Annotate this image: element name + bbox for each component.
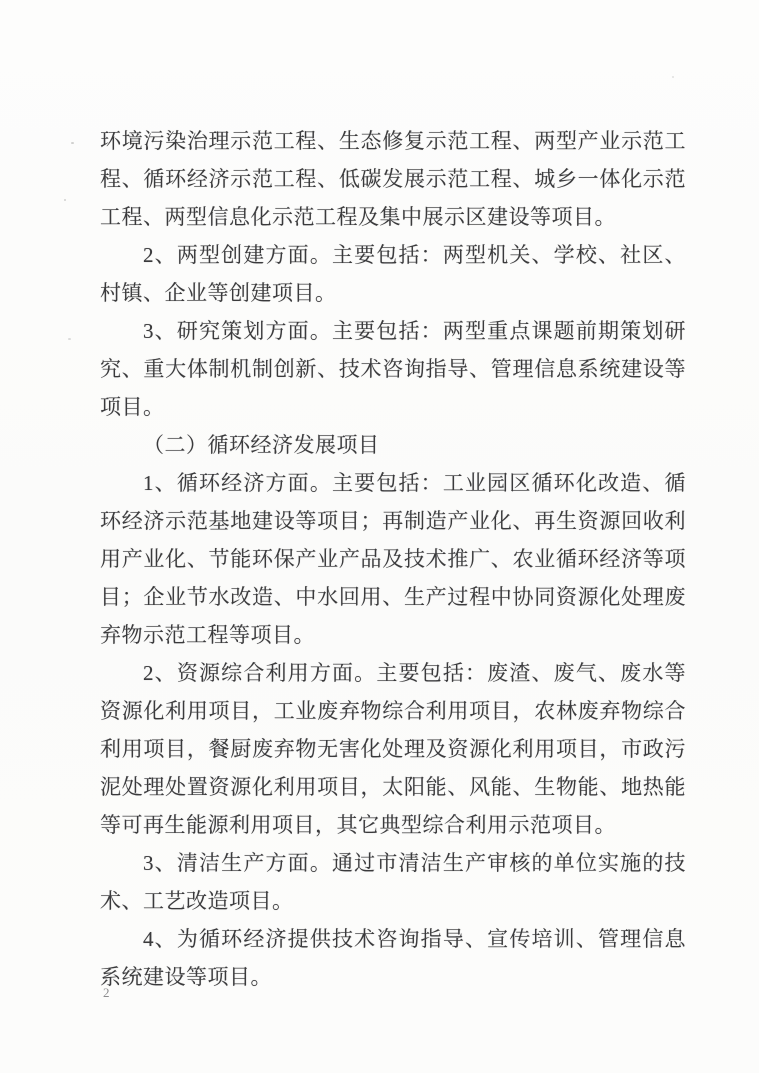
paragraph: 2、两型创建方面。主要包括：两型机关、学校、社区、村镇、企业等创建项目。 (100, 243, 686, 305)
page-number: 2 (103, 985, 110, 1000)
paragraph: 3、研究策划方面。主要包括：两型重点课题前期策划研究、重大体制机制创新、技术咨询指导、管理信息系统建设等项目。 (100, 319, 686, 419)
paragraph: 3、清洁生产方面。通过市清洁生产审核的单位实施的技术、工艺改造项目。 (100, 851, 686, 913)
paragraph: 2、资源综合利用方面。主要包括：废渣、废气、废水等资源化利用项目，工业废弃物综合利用项目，农林废弃物综合利用项目，餐厨废弃物无害化处理及资源化利用项目，市政污泥处理处置资源化利用项目，太阳能、风能、生物能、地热能等可再生能源利用项目，其它典型综合利用示范项目。 (100, 661, 686, 837)
scan-speck (672, 76, 674, 78)
scan-speck (71, 142, 74, 144)
paragraph: 4、为循环经济提供技术咨询指导、宣传培训、管理信息系统建设等项目。 (100, 927, 686, 989)
section-heading: （二）循环经济发展项目 (143, 433, 380, 457)
paragraph: 1、循环经济方面。主要包括：工业园区循环化改造、循环经济示范基地建设等项目；再制造产业化、再生资源回收利用产业化、节能环保产业产品及技术推广、农业循环经济等项目；企业节水改造、中水回用、生产过程中协同资源化处理废弃物示范工程等项目。 (100, 471, 686, 647)
scan-speck (64, 199, 66, 201)
paragraph: 环境污染治理示范工程、生态修复示范工程、两型产业示范工程、循环经济示范工程、低碳发展示范工程、城乡一体化示范工程、两型信息化示范工程及集中展示区建设等项目。 (100, 129, 686, 229)
document-body (100, 122, 686, 996)
scan-speck (68, 338, 71, 340)
